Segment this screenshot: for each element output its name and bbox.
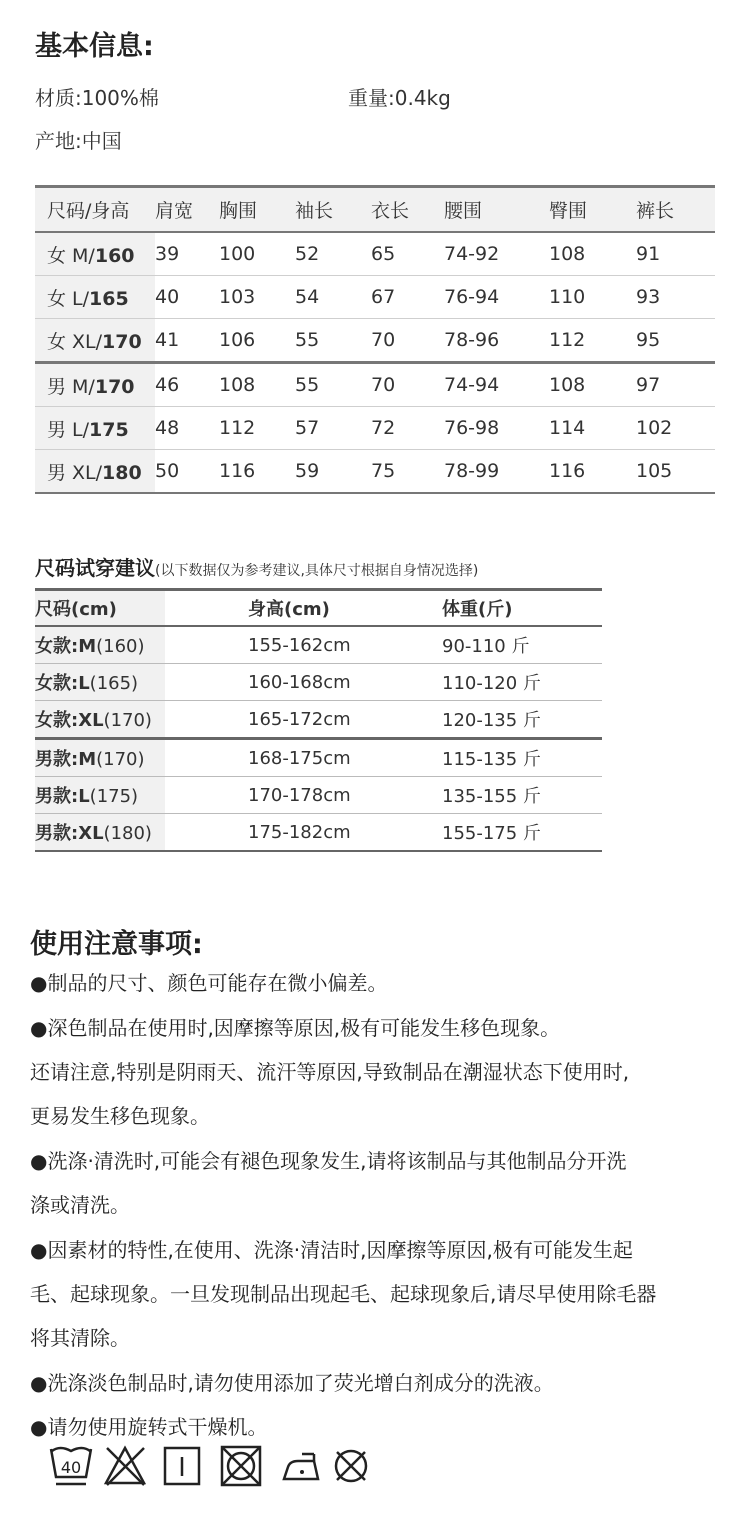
care-note-line: 更易发生移色现象。 (30, 1104, 210, 1128)
size-value-cell: 74-92 (444, 232, 549, 276)
care-note-line: ●洗涤·清洗时,可能会有褪色现象发生,请将该制品与其他制品分开洗 (30, 1149, 627, 1173)
size-table-row (35, 319, 715, 363)
size-value-cell: 50 (155, 450, 219, 494)
size-header-cell: 腰围 (444, 187, 549, 233)
size-value-cell: 93 (636, 276, 715, 319)
origin-text: 产地:中国 (35, 129, 122, 153)
size-value-cell: 78-99 (444, 450, 549, 494)
care-note-line: ●深色制品在使用时,因摩擦等原因,极有可能发生移色现象。 (30, 1016, 561, 1040)
fit-height-cell: 170-178cm (165, 777, 442, 814)
size-value-cell: 91 (636, 232, 715, 276)
size-header-cell: 裤长 (636, 187, 715, 233)
fit-height-cell: 168-175cm (165, 739, 442, 777)
size-label-cell: 男 L/175 (35, 407, 155, 450)
size-value-cell: 114 (549, 407, 636, 450)
fit-title: 尺码试穿建议 (35, 556, 155, 580)
size-value-cell: 95 (636, 319, 715, 363)
fit-weight-cell: 90-110 斤 (442, 626, 602, 664)
size-value-cell: 108 (219, 363, 295, 407)
size-value-cell: 41 (155, 319, 219, 363)
size-table-header (35, 187, 715, 233)
wash-40-icon (48, 1443, 94, 1489)
size-value-cell: 46 (155, 363, 219, 407)
fit-size-cell: 女款:L(165) (35, 664, 165, 701)
fit-table-row (35, 626, 602, 664)
size-value-cell: 67 (371, 276, 444, 319)
size-value-cell: 103 (219, 276, 295, 319)
size-value-cell: 70 (371, 363, 444, 407)
fit-header-cell: 体重(斤) (442, 590, 602, 627)
fit-size-cell: 女款:XL(170) (35, 701, 165, 739)
size-value-cell: 108 (549, 363, 636, 407)
size-header-cell: 尺码/身高 (35, 187, 155, 233)
size-value-cell: 39 (155, 232, 219, 276)
size-value-cell: 106 (219, 319, 295, 363)
hang-dry-icon (162, 1443, 202, 1489)
fit-size-cell: 女款:M(160) (35, 626, 165, 664)
size-value-cell: 54 (295, 276, 371, 319)
size-table-row (35, 363, 715, 407)
size-table-row (35, 276, 715, 319)
fit-weight-cell: 115-135 斤 (442, 739, 602, 777)
size-value-cell: 48 (155, 407, 219, 450)
care-note-line: 涤或清洗。 (30, 1193, 130, 1217)
size-header-cell: 袖长 (295, 187, 371, 233)
no-tumble-dry-icon (218, 1443, 264, 1489)
fit-height-cell: 160-168cm (165, 664, 442, 701)
size-label-cell: 女 XL/170 (35, 319, 155, 363)
size-value-cell: 70 (371, 319, 444, 363)
size-label-cell: 男 M/170 (35, 363, 155, 407)
size-value-cell: 59 (295, 450, 371, 494)
care-note-line: 将其清除。 (30, 1326, 130, 1350)
size-table (35, 185, 715, 494)
care-note-line: 毛、起球现象。一旦发现制品出现起毛、起球现象后,请尽早使用除毛器 (30, 1282, 657, 1306)
size-value-cell: 116 (549, 450, 636, 494)
size-value-cell: 110 (549, 276, 636, 319)
size-table-row (35, 232, 715, 276)
fit-weight-cell: 110-120 斤 (442, 664, 602, 701)
fit-height-cell: 155-162cm (165, 626, 442, 664)
size-header-cell: 肩宽 (155, 187, 219, 233)
size-value-cell: 97 (636, 363, 715, 407)
fit-table-row (35, 701, 602, 739)
care-note-line: ●制品的尺寸、颜色可能存在微小偏差。 (30, 971, 388, 995)
size-header-cell: 臀围 (549, 187, 636, 233)
care-note-line: 还请注意,特别是阴雨天、流汗等原因,导致制品在潮湿状态下使用时, (30, 1060, 630, 1084)
fit-section-title (35, 552, 478, 581)
size-value-cell: 112 (219, 407, 295, 450)
material-text: 材质:100%棉 (35, 86, 159, 110)
size-value-cell: 74-94 (444, 363, 549, 407)
size-header-cell: 胸围 (219, 187, 295, 233)
size-value-cell: 57 (295, 407, 371, 450)
fit-table-row (35, 664, 602, 701)
care-note-line: ●请勿使用旋转式干燥机。 (30, 1415, 268, 1439)
care-note-line: ●洗涤淡色制品时,请勿使用添加了荧光增白剂成分的洗液。 (30, 1371, 554, 1395)
iron-low-icon (280, 1443, 324, 1489)
fit-header-cell: 尺码(cm) (35, 590, 165, 627)
no-bleach-icon (102, 1443, 148, 1489)
fit-table-header (35, 590, 602, 627)
size-header-cell: 衣长 (371, 187, 444, 233)
care-title: 使用注意事项: (30, 929, 203, 960)
fit-table-row (35, 777, 602, 814)
size-label-cell: 女 M/160 (35, 232, 155, 276)
size-value-cell: 72 (371, 407, 444, 450)
fit-size-cell: 男款:M(170) (35, 739, 165, 777)
care-note-line: ●因素材的特性,在使用、洗涤·清洁时,因摩擦等原因,极有可能发生起 (30, 1238, 633, 1262)
fit-size-cell: 男款:L(175) (35, 777, 165, 814)
size-value-cell: 55 (295, 319, 371, 363)
size-value-cell: 100 (219, 232, 295, 276)
size-value-cell: 52 (295, 232, 371, 276)
size-value-cell: 116 (219, 450, 295, 494)
size-value-cell: 102 (636, 407, 715, 450)
size-value-cell: 55 (295, 363, 371, 407)
size-value-cell: 112 (549, 319, 636, 363)
fit-height-cell: 165-172cm (165, 701, 442, 739)
size-value-cell: 75 (371, 450, 444, 494)
fit-weight-cell: 120-135 斤 (442, 701, 602, 739)
fit-weight-cell: 135-155 斤 (442, 777, 602, 814)
size-value-cell: 65 (371, 232, 444, 276)
size-table-row (35, 450, 715, 494)
no-dry-clean-icon (331, 1443, 371, 1489)
size-value-cell: 105 (636, 450, 715, 494)
fit-weight-cell: 155-175 斤 (442, 814, 602, 852)
size-value-cell: 76-94 (444, 276, 549, 319)
size-value-cell: 40 (155, 276, 219, 319)
fit-table-row (35, 739, 602, 777)
fit-header-cell: 身高(cm) (165, 590, 442, 627)
size-table-row (35, 407, 715, 450)
fit-height-cell: 175-182cm (165, 814, 442, 852)
fit-note: (以下数据仅为参考建议,具体尺寸根据自身情况选择) (155, 563, 479, 579)
size-label-cell: 女 L/165 (35, 276, 155, 319)
weight-text: 重量:0.4kg (348, 86, 451, 110)
fit-table-row (35, 814, 602, 852)
fit-table (35, 588, 602, 852)
size-value-cell: 76-98 (444, 407, 549, 450)
size-label-cell: 男 XL/180 (35, 450, 155, 494)
svg-text:40: 40 (60, 1458, 82, 1477)
size-value-cell: 108 (549, 232, 636, 276)
fit-size-cell: 男款:XL(180) (35, 814, 165, 852)
basic-info-title: 基本信息: (35, 31, 154, 62)
size-value-cell: 78-96 (444, 319, 549, 363)
